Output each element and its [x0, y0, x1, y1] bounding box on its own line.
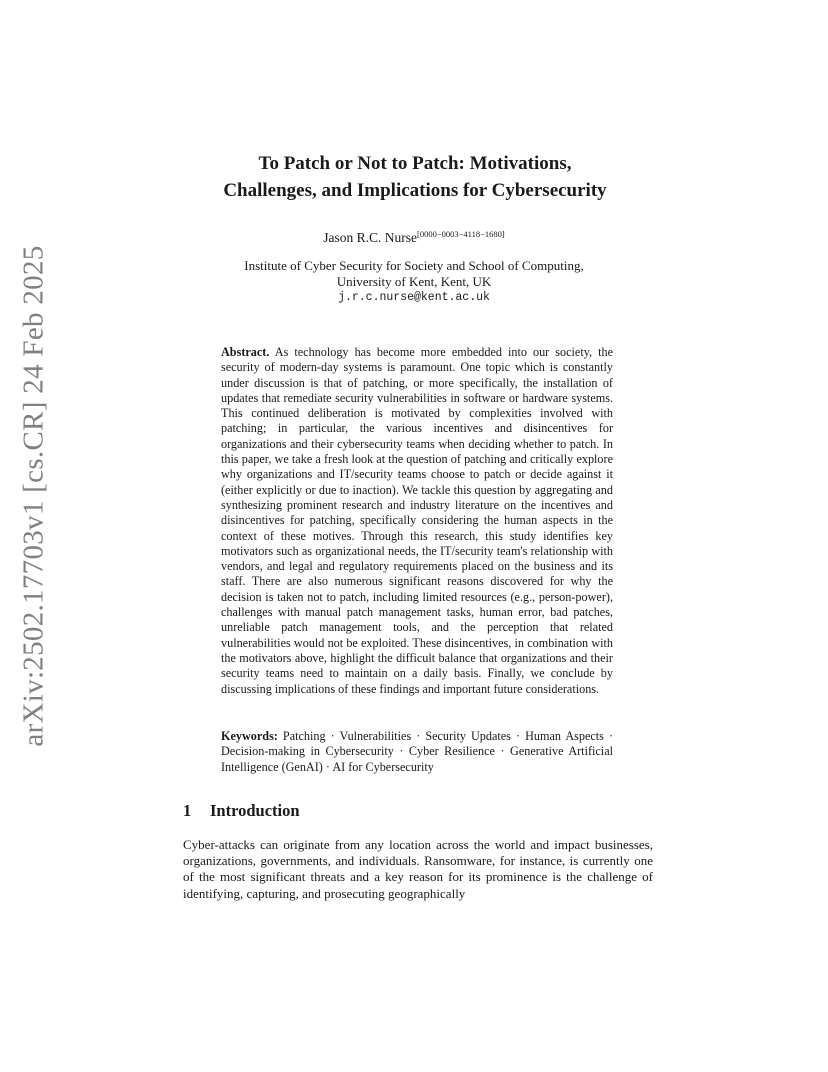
section-title: Introduction [210, 801, 300, 820]
title-line-2: Challenges, and Implications for Cybersecurity [223, 180, 607, 201]
author-line [0, 229, 828, 246]
abstract [221, 345, 613, 697]
intro-paragraph: Cyber-attacks can originate from any location across the world and impact businesses, organizations, governments, and individuals. Ransomware, for instance, is currently one of the most significant threats and a key reason for its prominence is the challenge of identifying, capturing, and prosecuting geographically [183, 837, 653, 901]
author-name: Jason R.C. Nurse [323, 230, 417, 245]
section-heading [183, 801, 300, 821]
affiliation-line-1: Institute of Cyber Security for Society and School of Computing, [244, 258, 584, 273]
section-number: 1 [183, 801, 192, 820]
keywords [221, 729, 613, 775]
keywords-text: Patching · Vulnerabilities · Security Updates · Human Aspects · Decision-making in Cybersecurity · Cyber Resilience · Generative Artificial Intelligence (GenAI) · AI for Cybersecurity [221, 729, 614, 774]
keywords-label: Keywords: [221, 729, 278, 743]
author-email[interactable]: j.r.c.nurse@kent.ac.uk [338, 291, 490, 304]
author-orcid: [0000−0003−4118−1680] [417, 229, 505, 239]
abstract-text: As technology has become more embedded into our society, the security of modern-day systems is paramount. One topic which is constantly under discussion is that of patching, or more specifically, the installation of updates that remediate security vulnerabilities in software or hardware systems. This continued deliberation is motivated by complexities involved with patching; in particular, the various incentives and disincentives for organizations and their cybersecurity teams when deciding whether to patch. In this paper, we take a fresh look at the question of patching and critically explore why organizations and IT/security teams choose to patch or decide against it (either explicitly or due to inaction). We tackle this question by aggregating and synthesizing prominent research and industry literature on the incentives and disincentives for patching, specifically considering the human aspects in the context of these motives. Through this research, this study identifies key motivators such as organizational needs, the IT/security team's relationship with vendors, and legal and regulatory requirements placed on the business and its staff. There are also numerous significant reasons discovered for why the decision is taken not to patch, including limited resources (e.g., person-power), challenges with manual patch management tasks, human error, bad patches, unreliable patch management tools, and the perception that related vulnerabilities would not be exploited. These disincentives, in combination with the motivators above, highlight the difficult balance that organizations and their security teams need to maintain on a daily basis. Finally, we conclude by discussing implications of these findings and important future considerations. [221, 345, 613, 696]
arxiv-identifier: arXiv:2502.17703v1 [cs.CR] 24 Feb 2025 [17, 245, 50, 747]
abstract-label: Abstract. [221, 345, 270, 359]
affiliation-line-2: University of Kent, Kent, UK [336, 274, 492, 289]
title-line-1: To Patch or Not to Patch: Motivations, [258, 153, 572, 174]
paper-title [180, 150, 650, 204]
affiliation [0, 258, 828, 306]
